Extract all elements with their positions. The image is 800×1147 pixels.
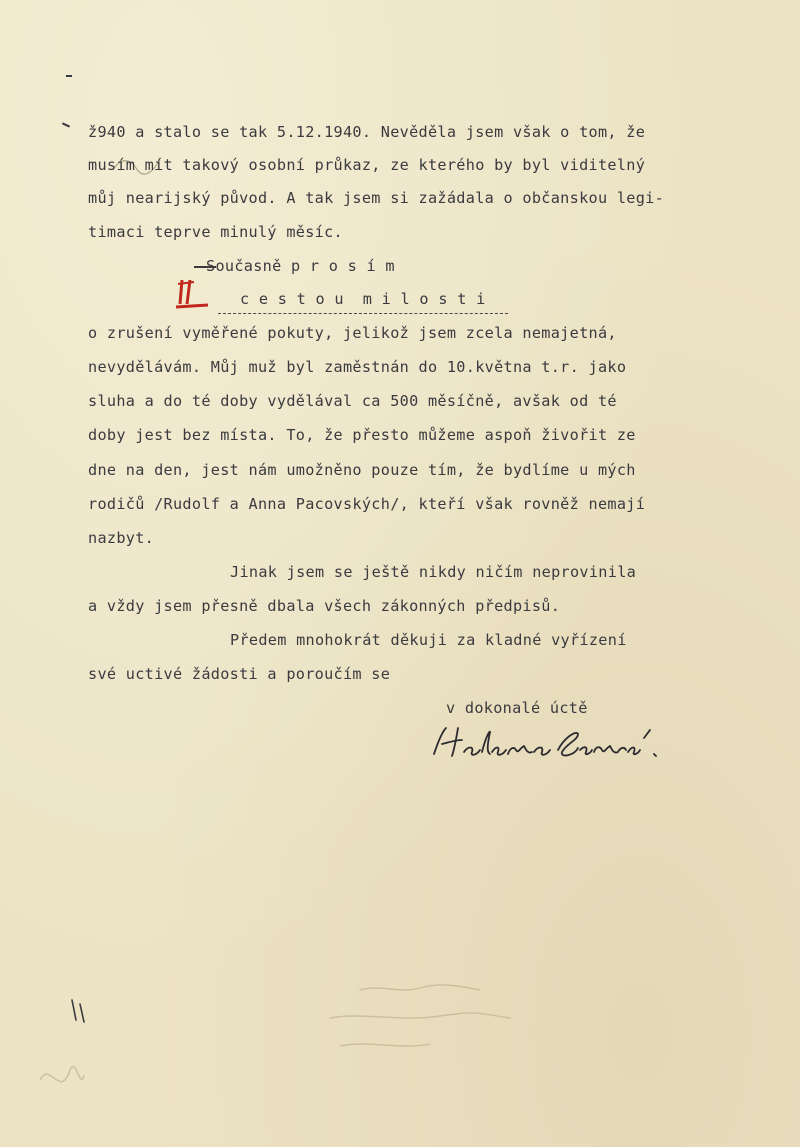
body-line-5: dne na den, jest nám umožněno pouze tím, že bydlíme u mých — [88, 461, 636, 479]
dashed-underline — [218, 313, 508, 314]
handwritten-signature — [428, 718, 658, 768]
jinak-line-2: a vždy jsem přesně dbala všech zákonných předpisů. — [88, 597, 561, 615]
soucasne-prosim-line: Současně p r o s í m — [206, 257, 395, 275]
body-line-2: nevydělávám. Můj muž byl zaměstnán do 10.května t.r. jako — [88, 358, 627, 376]
body-line-1: o zrušení vyměřené pokuty, jelikož jsem zcela nemajetná, — [88, 324, 617, 342]
body-line-6: rodičů /Rudolf a Anna Pacovských/, kteří však rovněž nemají — [88, 495, 646, 513]
body-line-7: nazbyt. — [88, 529, 155, 547]
letter-line-4: timaci teprve minulý měsíc. — [88, 223, 343, 241]
faint-pencil-annotation — [40, 960, 760, 1120]
predem-line-1: Předem mnohokrát děkuji za kladné vyřízení — [230, 631, 627, 649]
body-line-3: sluha a do té doby vydělával ca 500 měsíčně, avšak od té — [88, 392, 617, 410]
predem-line-2: své uctivé žádosti a poroučím se — [88, 665, 391, 683]
letter-line-1: ž940 a stalo se tak 5.12.1940. Nevěděla jsem však o tom, že — [88, 123, 646, 141]
closing-line: v dokonalé úctě — [446, 699, 588, 717]
margin-tick — [62, 122, 70, 127]
letter-line-2: musím mít takový osobní průkaz, ze kterého by byl viditelný — [88, 156, 646, 174]
cestou-milosti-line: c e s t o u m i l o s t i — [240, 290, 486, 308]
letter-line-3: můj nearijský původ. A tak jsem si zažádala o občanskou legi- — [88, 189, 665, 207]
margin-mark — [66, 75, 72, 77]
body-line-4: doby jest bez místa. To, že přesto můžeme aspoň živořit ze — [88, 426, 636, 444]
jinak-line-1: Jinak jsem se ještě nikdy ničím neprovinila — [230, 563, 637, 581]
red-pencil-mark — [174, 274, 214, 314]
